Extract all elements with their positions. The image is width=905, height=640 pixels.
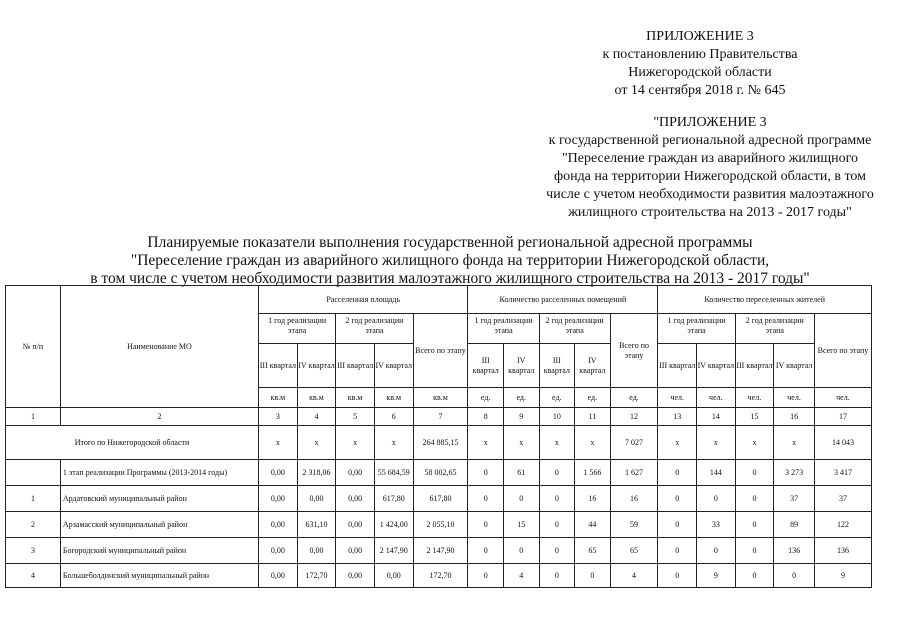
column-number: 1 [6, 408, 61, 426]
quarter3-header: III квартал [658, 344, 697, 388]
value-cell: 0,00 [374, 564, 413, 588]
value-cell: 15 [503, 512, 539, 538]
value-cell: 37 [814, 486, 871, 512]
unit-cell: ед. [468, 388, 504, 408]
value-cell: 2 055,10 [413, 512, 468, 538]
value-cell: 0 [539, 512, 575, 538]
year1-header: 1 год реализации этапа [259, 314, 336, 344]
value-cell: 0 [735, 512, 774, 538]
quarter4-header: IV квартал [575, 344, 611, 388]
quarter4-header: IV квартал [697, 344, 736, 388]
value-cell: 0 [735, 564, 774, 588]
unit-cell: чел. [658, 388, 697, 408]
table-row [6, 426, 872, 460]
column-number: 12 [610, 408, 658, 426]
value-cell: 0 [658, 538, 697, 564]
value-cell: 0 [503, 486, 539, 512]
quarter4-header: IV квартал [297, 344, 336, 388]
quarter3-header: III квартал [336, 344, 375, 388]
column-number: 7 [413, 408, 468, 426]
value-cell: 1 627 [610, 460, 658, 486]
unit-cell: ед. [610, 388, 658, 408]
value-cell: x [503, 426, 539, 460]
value-cell: 0,00 [336, 486, 375, 512]
value-cell: 1 424,00 [374, 512, 413, 538]
document-title [60, 234, 840, 288]
quarter3-header: III квартал [539, 344, 575, 388]
group-header-residents: Количество переселенных жителей [658, 286, 872, 314]
value-cell: 122 [814, 512, 871, 538]
h2-line: "Переселение граждан из аварийного жилищного [561, 151, 859, 166]
row-name: Итого по Нижегородской области [6, 426, 259, 460]
title-line: Планируемые показатели выполнения государственной региональной адресной программы [147, 234, 753, 251]
column-number: 17 [814, 408, 871, 426]
value-cell: 65 [610, 538, 658, 564]
value-cell: 65 [575, 538, 611, 564]
value-cell: 0 [658, 486, 697, 512]
year2-header: 2 год реализации этапа [336, 314, 413, 344]
value-cell: 0 [774, 564, 815, 588]
column-number: 10 [539, 408, 575, 426]
value-cell: 264 885,15 [413, 426, 468, 460]
column-number: 9 [503, 408, 539, 426]
value-cell: x [697, 426, 736, 460]
quarter4-header: IV квартал [774, 344, 815, 388]
unit-cell: чел. [697, 388, 736, 408]
row-number [6, 460, 61, 486]
quarter3-header: III квартал [259, 344, 298, 388]
table-row [6, 512, 872, 538]
value-cell: 0 [735, 538, 774, 564]
unit-cell: чел. [814, 388, 871, 408]
title-line: "Переселение граждан из аварийного жилищного фонда на территории Нижегородской области, [130, 252, 770, 269]
value-cell: 0 [575, 564, 611, 588]
value-cell: 0 [658, 460, 697, 486]
value-cell: x [374, 426, 413, 460]
unit-cell: кв.м [374, 388, 413, 408]
column-number: 8 [468, 408, 504, 426]
value-cell: 0 [735, 486, 774, 512]
value-cell: 16 [610, 486, 658, 512]
value-cell: 0 [539, 564, 575, 588]
unit-cell: ед. [503, 388, 539, 408]
total-stage-header: Всего по этапу [413, 314, 468, 388]
value-cell: 55 684,59 [374, 460, 413, 486]
value-cell: 136 [774, 538, 815, 564]
value-cell: 0 [697, 538, 736, 564]
value-cell: 0,00 [336, 512, 375, 538]
row-number: 3 [6, 538, 61, 564]
value-cell: 4 [610, 564, 658, 588]
quarter4-header: IV квартал [503, 344, 539, 388]
column-number: 14 [697, 408, 736, 426]
value-cell: 0 [658, 564, 697, 588]
value-cell: 0,00 [259, 512, 298, 538]
h2-line: к государственной региональной адресной программе [548, 133, 872, 148]
resolution-header [560, 28, 840, 100]
value-cell: 0 [468, 460, 504, 486]
value-cell: 0,00 [259, 486, 298, 512]
h2-line: числе с учетом необходимости развития малоэтажного [546, 187, 874, 202]
value-cell: 2 147,90 [374, 538, 413, 564]
value-cell: 2 318,06 [297, 460, 336, 486]
value-cell: 16 [575, 486, 611, 512]
table-row [6, 538, 872, 564]
value-cell: 0 [468, 538, 504, 564]
value-cell: 7 027 [610, 426, 658, 460]
value-cell: 0 [735, 460, 774, 486]
value-cell: 0 [658, 512, 697, 538]
unit-cell: чел. [735, 388, 774, 408]
value-cell: 0,00 [336, 538, 375, 564]
h2-line: жилищного строительства на 2013 - 2017 годы" [568, 205, 852, 220]
year1-header: 1 год реализации этапа [658, 314, 735, 344]
value-cell: 172,70 [413, 564, 468, 588]
column-number: 13 [658, 408, 697, 426]
value-cell: 33 [697, 512, 736, 538]
value-cell: 0,00 [336, 460, 375, 486]
value-cell: 61 [503, 460, 539, 486]
value-cell: 58 002,65 [413, 460, 468, 486]
year1-header: 1 год реализации этапа [468, 314, 539, 344]
h2-line: фонда на территории Нижегородской области, в том [554, 169, 866, 184]
value-cell: 37 [774, 486, 815, 512]
value-cell: x [259, 426, 298, 460]
value-cell: 0 [539, 486, 575, 512]
table-row [6, 486, 872, 512]
value-cell: 0 [468, 486, 504, 512]
value-cell: 617,80 [374, 486, 413, 512]
col-name-header: Наименование МО [60, 286, 258, 408]
value-cell: 0,00 [297, 538, 336, 564]
value-cell: 2 147,90 [413, 538, 468, 564]
value-cell: x [297, 426, 336, 460]
title-line: в том числе с учетом необходимости развития малоэтажного жилищного строительства на 2013 - 2017 годы" [90, 270, 810, 287]
value-cell: 4 [503, 564, 539, 588]
row-number: 4 [6, 564, 61, 588]
value-cell: 9 [814, 564, 871, 588]
value-cell: x [774, 426, 815, 460]
value-cell: 144 [697, 460, 736, 486]
quarter4-header: IV квартал [374, 344, 413, 388]
unit-cell: кв.м [297, 388, 336, 408]
value-cell: x [575, 426, 611, 460]
column-number: 6 [374, 408, 413, 426]
value-cell: 3 273 [774, 460, 815, 486]
value-cell: 89 [774, 512, 815, 538]
unit-cell: чел. [774, 388, 815, 408]
value-cell: 44 [575, 512, 611, 538]
h1-line: к постановлению Правительства [602, 47, 798, 62]
value-cell: 0 [468, 512, 504, 538]
value-cell: x [539, 426, 575, 460]
row-name: Арзамасский муниципальный район [60, 512, 258, 538]
row-name: 1 этап реализации Программы (2013-2014 годы) [60, 460, 258, 486]
value-cell: x [735, 426, 774, 460]
quarter3-header: III квартал [735, 344, 774, 388]
value-cell: x [336, 426, 375, 460]
value-cell: 631,10 [297, 512, 336, 538]
row-name: Ардатовский муниципальный район [60, 486, 258, 512]
value-cell: 59 [610, 512, 658, 538]
column-number: 5 [336, 408, 375, 426]
unit-cell: кв.м [259, 388, 298, 408]
column-number: 11 [575, 408, 611, 426]
value-cell: 0 [468, 564, 504, 588]
value-cell: 0 [697, 486, 736, 512]
value-cell: 0,00 [297, 486, 336, 512]
row-name: Большеболдинский муниципальный район [60, 564, 258, 588]
h1-line: от 14 сентября 2018 г. № 645 [614, 83, 786, 98]
column-number: 2 [60, 408, 258, 426]
value-cell: 0,00 [336, 564, 375, 588]
value-cell: 172,70 [297, 564, 336, 588]
program-header [500, 114, 905, 222]
value-cell: 14 043 [814, 426, 871, 460]
total-stage-header: Всего по этапу [610, 314, 658, 388]
row-number: 1 [6, 486, 61, 512]
year2-header: 2 год реализации этапа [539, 314, 610, 344]
unit-cell: ед. [575, 388, 611, 408]
group-header-area: Расселенная площадь [259, 286, 468, 314]
group-header-rooms: Количество расселенных помещений [468, 286, 658, 314]
year2-header: 2 год реализации этапа [735, 314, 814, 344]
value-cell: 136 [814, 538, 871, 564]
indicators-table [5, 285, 872, 588]
value-cell: x [468, 426, 504, 460]
h1-line: ПРИЛОЖЕНИЕ 3 [646, 29, 754, 44]
value-cell: 9 [697, 564, 736, 588]
value-cell: 3 417 [814, 460, 871, 486]
h2-line: "ПРИЛОЖЕНИЕ 3 [653, 115, 767, 130]
unit-cell: кв.м [413, 388, 468, 408]
column-number: 3 [259, 408, 298, 426]
column-number: 15 [735, 408, 774, 426]
value-cell: 0,00 [259, 538, 298, 564]
value-cell: 617,80 [413, 486, 468, 512]
value-cell: 0 [539, 460, 575, 486]
table-row [6, 460, 872, 486]
table-row [6, 564, 872, 588]
row-number: 2 [6, 512, 61, 538]
value-cell: 0,00 [259, 564, 298, 588]
value-cell: 1 566 [575, 460, 611, 486]
column-number: 4 [297, 408, 336, 426]
value-cell: 0 [503, 538, 539, 564]
h1-line: Нижегородской области [628, 65, 772, 80]
row-name: Богородский муниципальный район [60, 538, 258, 564]
value-cell: 0,00 [259, 460, 298, 486]
value-cell: x [658, 426, 697, 460]
unit-cell: ед. [539, 388, 575, 408]
column-number: 16 [774, 408, 815, 426]
quarter3-header: III квартал [468, 344, 504, 388]
unit-cell: кв.м [336, 388, 375, 408]
col-no-header: № п/п [6, 286, 61, 408]
total-stage-header: Всего по этапу [814, 314, 871, 388]
value-cell: 0 [539, 538, 575, 564]
